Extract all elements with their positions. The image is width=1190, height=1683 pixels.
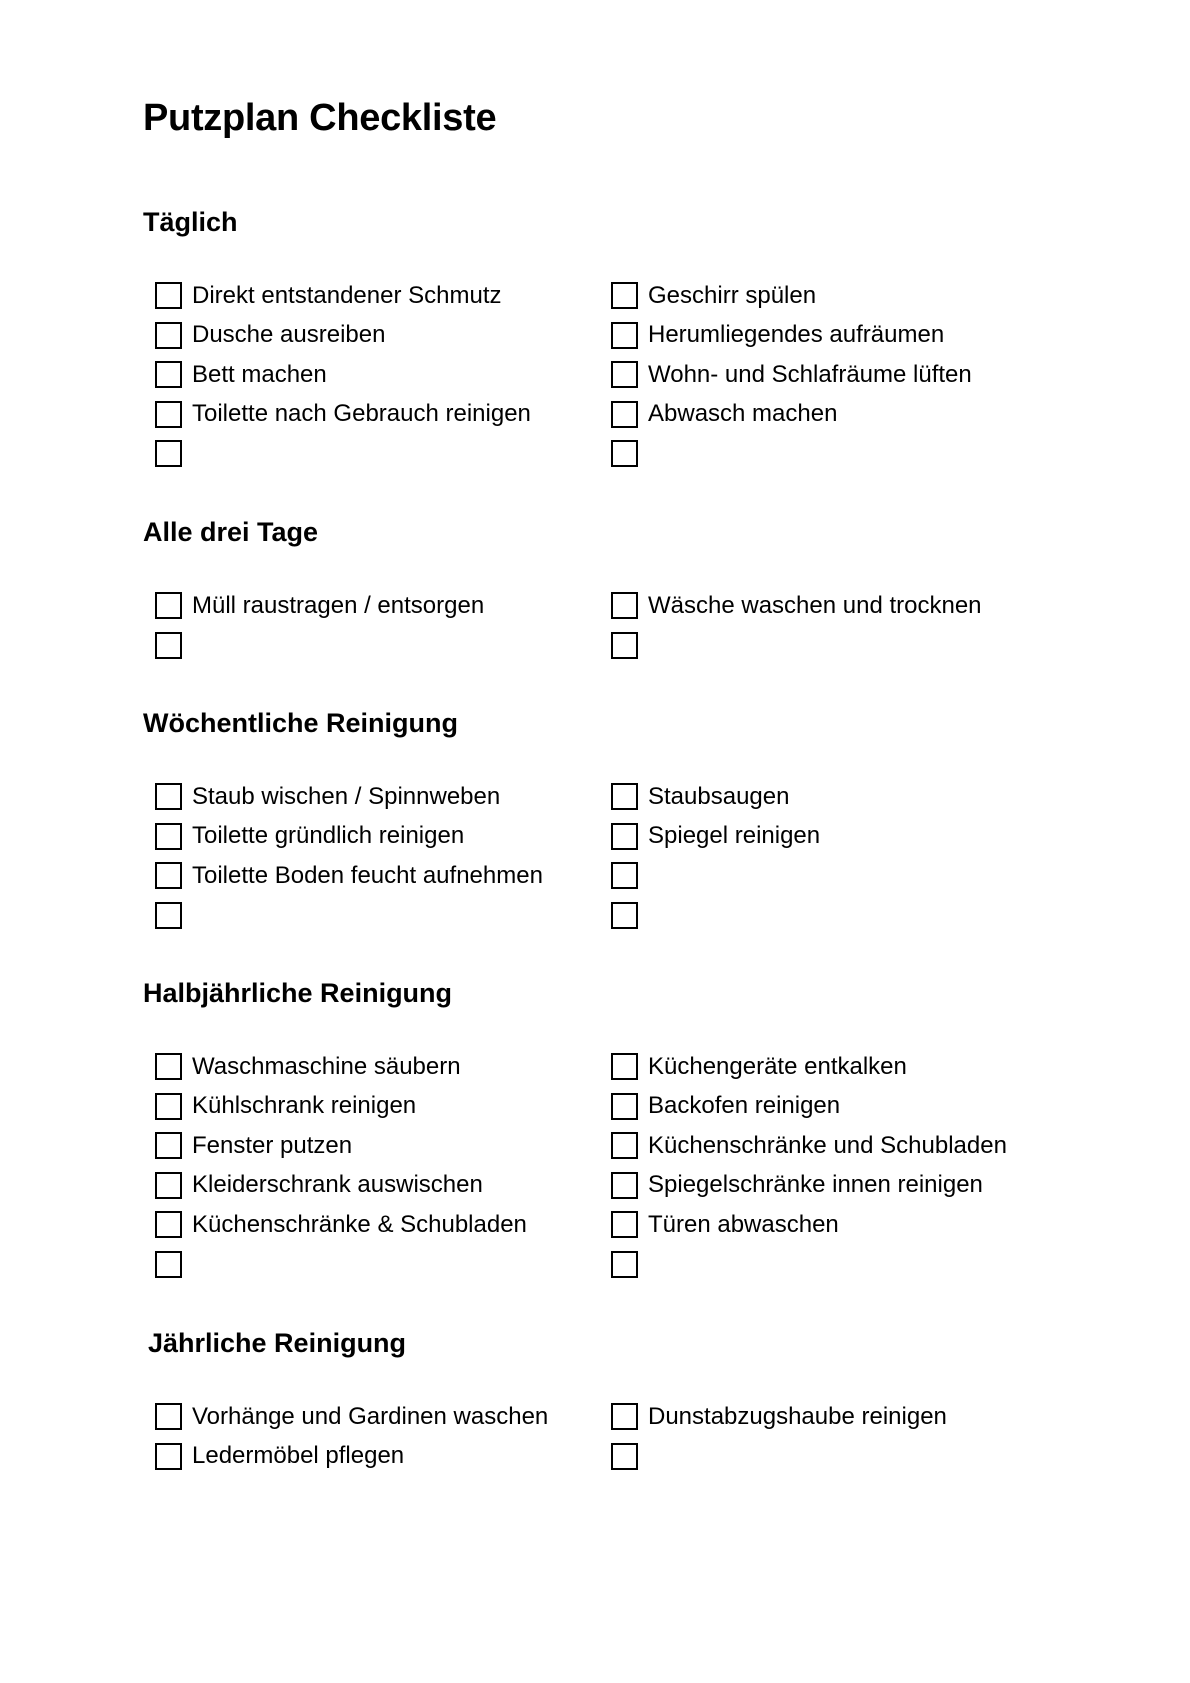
checkbox[interactable] [155,823,182,850]
checklist-item-label: Wohn- und Schlafräume lüften [648,360,972,388]
checklist-item[interactable] [155,1047,527,1087]
checklist-item[interactable] [155,276,531,316]
checklist-item[interactable] [155,856,543,896]
checklist-item-label: Küchengeräte entkalken [648,1052,907,1080]
checkbox[interactable] [611,1053,638,1080]
checkbox[interactable] [611,783,638,810]
section-alle-drei-tage [143,514,1043,619]
section-heading: Jährliche Reinigung [148,1328,407,1358]
checklist-item-label: Spiegel reinigen [648,822,821,850]
checkbox[interactable] [155,632,182,659]
checkbox[interactable] [155,592,182,619]
checklist-item[interactable] [155,586,484,626]
checklist-column-left [155,1397,548,1476]
checkbox[interactable] [611,1403,638,1430]
checklist-item-label: Kühlschrank reinigen [192,1092,417,1120]
checklist-item-label: Abwasch machen [648,400,838,428]
checklist-item[interactable] [611,626,982,666]
checkbox[interactable] [611,401,638,428]
checklist-item-label: Türen abwaschen [648,1210,839,1238]
section-jaehrliche-reinigung [143,1325,1043,1470]
checklist-item-label: Staubsaugen [648,782,790,810]
checkbox[interactable] [611,902,638,929]
checklist-item-label: Dunstabzugshaube reinigen [648,1402,947,1430]
checkbox[interactable] [155,1093,182,1120]
checklist-item[interactable] [155,1245,527,1285]
checklist-item-label: Wäsche waschen und trocknen [648,591,982,619]
checkbox[interactable] [155,902,182,929]
checklist-column-left [155,276,531,474]
checklist-item-label: Spiegelschränke innen reinigen [648,1171,983,1199]
checkbox[interactable] [155,322,182,349]
checkbox[interactable] [611,440,638,467]
checklist-item[interactable] [155,777,543,817]
checkbox[interactable] [611,1211,638,1238]
checkbox[interactable] [155,1443,182,1470]
checklist-item-label: Staub wischen / Spinnweben [192,782,501,810]
checklist-item[interactable] [611,395,972,435]
section-halbjaehrliche-reinigung [143,975,1043,1238]
checklist-item[interactable] [155,355,531,395]
checklist-item[interactable] [155,316,531,356]
checklist-column-left [155,1047,527,1284]
checklist-column-right [611,276,972,474]
checklist-item[interactable] [611,586,982,626]
checklist-item[interactable] [611,1166,1007,1206]
checklist-item[interactable] [611,316,972,356]
checkbox[interactable] [611,1093,638,1120]
checkbox[interactable] [611,1172,638,1199]
checklist-item[interactable] [611,1126,1007,1166]
checklist-item-label: Dusche ausreiben [192,321,386,349]
checklist-item-label: Toilette nach Gebrauch reinigen [192,400,531,428]
checklist-item[interactable] [155,896,543,936]
checklist-item[interactable] [611,434,972,474]
checkbox[interactable] [611,361,638,388]
section-heading: Wöchentliche Reinigung [143,708,458,738]
checkbox[interactable] [611,1132,638,1159]
checkbox[interactable] [155,1172,182,1199]
checklist-item-label: Kleiderschrank auswischen [192,1171,483,1199]
checklist-item[interactable] [155,395,531,435]
checkbox[interactable] [155,783,182,810]
checklist-column-right [611,1397,947,1476]
checklist-item[interactable] [611,1205,1007,1245]
checklist-column-right [611,586,982,665]
checklist-item-label: Direkt entstandener Schmutz [192,281,502,309]
checkbox[interactable] [611,282,638,309]
checklist-item[interactable] [155,817,543,857]
checklist-item[interactable] [611,1047,1007,1087]
checklist-item[interactable] [611,276,972,316]
checklist-item[interactable] [611,777,820,817]
section-woechentliche-reinigung [143,705,1043,889]
section-heading: Halbjährliche Reinigung [143,978,453,1008]
checklist-item[interactable] [611,817,820,857]
checkbox[interactable] [611,1251,638,1278]
checklist-column-right [611,777,820,935]
checklist-item[interactable] [155,1205,527,1245]
checklist-item[interactable] [155,1397,548,1437]
checklist-item-label: Fenster putzen [192,1131,353,1159]
checklist-item[interactable] [155,1437,548,1477]
checkbox[interactable] [155,1053,182,1080]
checklist-item[interactable] [155,434,531,474]
checklist-item-label: Vorhänge und Gardinen waschen [192,1402,549,1430]
checklist-item-label: Müll raustragen / entsorgen [192,591,485,619]
checkbox[interactable] [611,862,638,889]
checkbox[interactable] [611,632,638,659]
checklist-item-label: Geschirr spülen [648,281,817,309]
checklist-item-label: Toilette gründlich reinigen [192,822,465,850]
checklist-item[interactable] [155,626,484,666]
checklist-item-label: Backofen reinigen [648,1092,841,1120]
checklist-item[interactable] [611,1245,1007,1285]
checklist-item-label: Bett machen [192,360,327,388]
section-heading: Alle drei Tage [143,517,319,547]
checklist-item-label: Herumliegendes aufräumen [648,321,945,349]
checklist-item[interactable] [611,896,820,936]
checklist-item-label: Waschmaschine säubern [192,1052,461,1080]
checkbox[interactable] [611,823,638,850]
checklist-item-label: Ledermöbel pflegen [192,1442,405,1470]
checkbox[interactable] [155,401,182,428]
checkbox[interactable] [611,1443,638,1470]
checklist-column-left [155,586,484,665]
checklist-item[interactable] [611,1397,947,1437]
checkbox[interactable] [611,322,638,349]
checklist-item[interactable] [155,1126,527,1166]
section-taeglich [143,204,1043,428]
checklist-item-label: Küchenschränke und Schubladen [648,1131,1007,1159]
section-heading: Täglich [143,207,238,237]
checklist-item[interactable] [155,1166,527,1206]
checkbox[interactable] [155,1403,182,1430]
checklist-item[interactable] [611,355,972,395]
checklist-item[interactable] [611,1437,947,1477]
checkbox[interactable] [155,361,182,388]
checkbox[interactable] [155,862,182,889]
page-title: Putzplan Checkliste [143,97,497,139]
checklist-item-label: Küchenschränke & Schubladen [192,1210,527,1238]
checkbox[interactable] [155,1211,182,1238]
checkbox[interactable] [155,1251,182,1278]
checklist-column-left [155,777,543,935]
checklist-item[interactable] [611,1087,1007,1127]
checklist-item[interactable] [611,856,820,896]
checkbox[interactable] [155,440,182,467]
checklist-column-right [611,1047,1007,1284]
checklist-item-label: Toilette Boden feucht aufnehmen [192,861,543,889]
checkbox[interactable] [611,592,638,619]
checkbox[interactable] [155,282,182,309]
checklist-item[interactable] [155,1087,527,1127]
checkbox[interactable] [155,1132,182,1159]
